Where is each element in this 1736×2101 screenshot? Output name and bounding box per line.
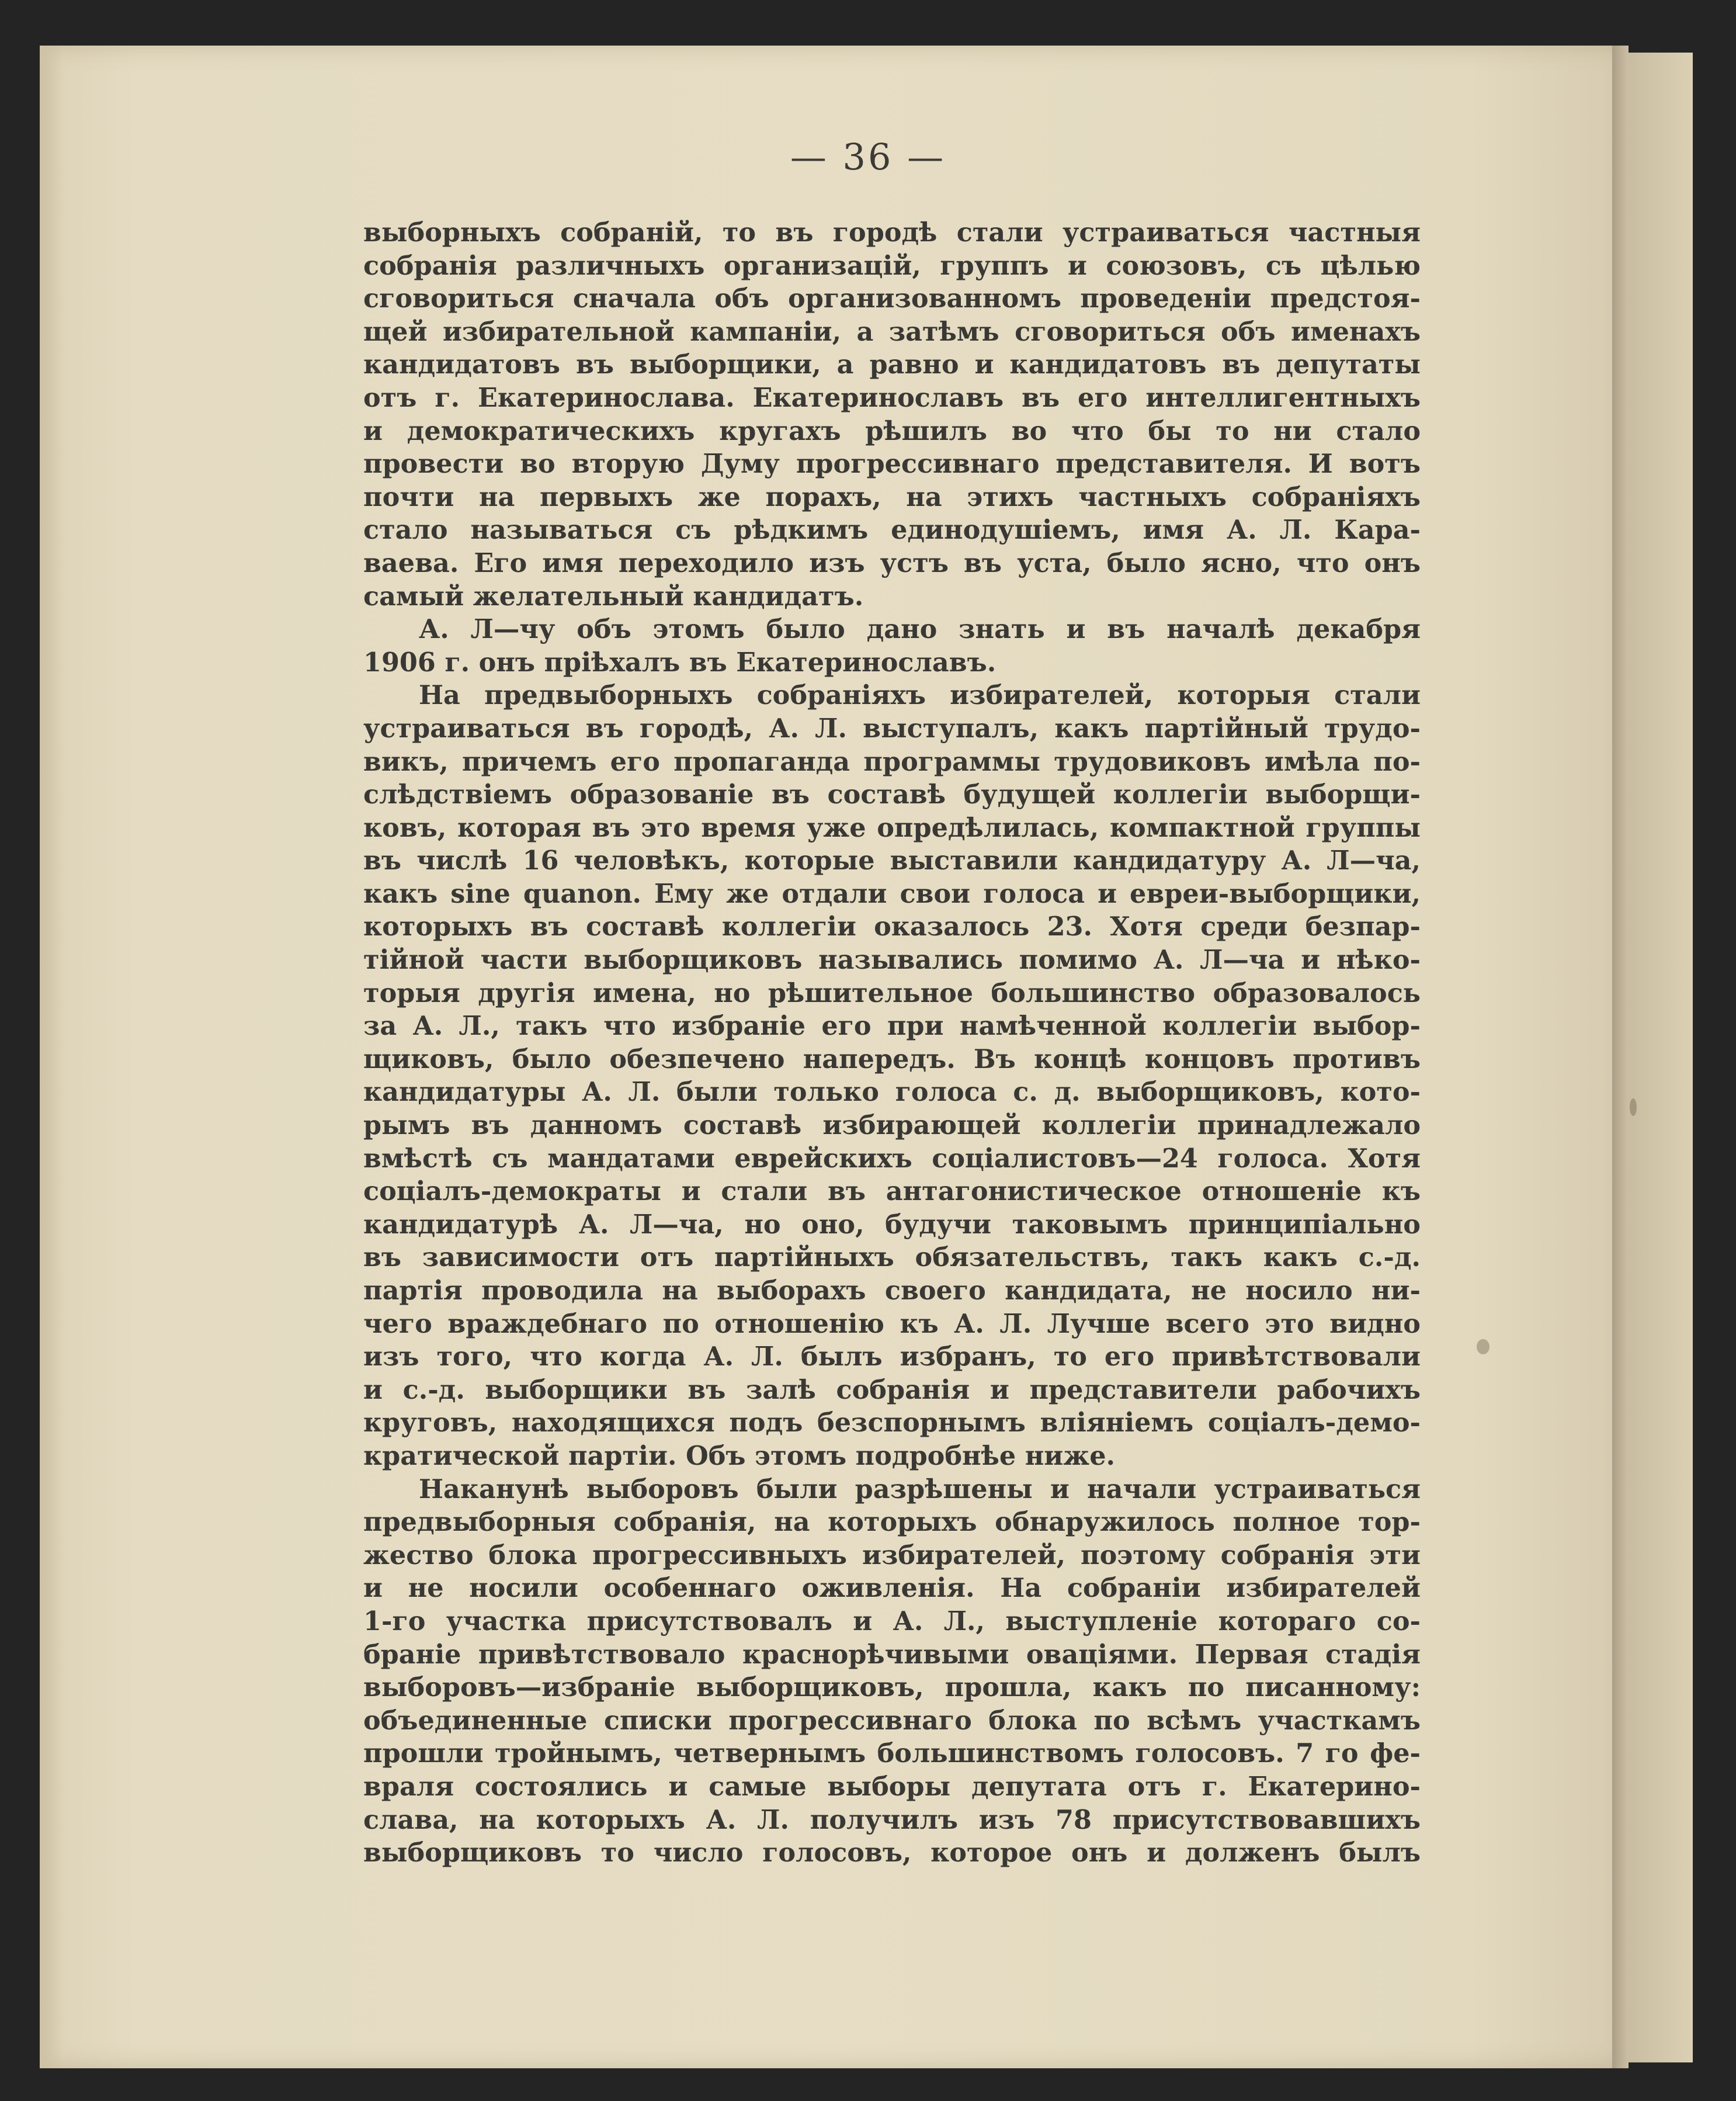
text-line: за А. Л., такъ что избраніе его при намѣченной коллегіи выбор- bbox=[363, 1011, 1421, 1042]
paper-stain bbox=[1477, 1339, 1490, 1354]
text-line: рымъ въ данномъ составѣ избирающей коллегіи принадлежало bbox=[363, 1110, 1421, 1141]
text-line: и демократическихъ кругахъ рѣшилъ во что бы то ни стало bbox=[363, 415, 1421, 446]
text-line: кандидатурѣ А. Л—ча, но оно, будучи таковымъ принципіально bbox=[363, 1209, 1421, 1240]
text-line: слѣдствіемъ образованіе въ составѣ будущей коллегіи выборщи- bbox=[363, 779, 1421, 810]
text-line: На предвыборныхъ собраніяхъ избирателей, которыя стали bbox=[419, 680, 1421, 711]
text-line: собранія различныхъ организацій, группъ и союзовъ, съ цѣлью bbox=[363, 250, 1421, 281]
text-line: провести во вторую Думу прогрессивнаго представителя. И вотъ bbox=[363, 449, 1421, 480]
text-line: кандидатовъ въ выборщики, а равно и кандидатовъ въ депутаты bbox=[363, 349, 1421, 380]
text-line: объединенные списки прогрессивнаго блока по всѣмъ участкамъ bbox=[363, 1705, 1421, 1736]
body-text bbox=[363, 216, 1421, 1870]
page-number: — 36 — bbox=[790, 136, 946, 178]
text-line: и не носили особеннаго оживленія. На собраніи избирателей bbox=[363, 1573, 1421, 1604]
text-line: предвыборныя собранія, на которыхъ обнаружилось полное тор- bbox=[363, 1507, 1421, 1538]
text-line: выборщиковъ то число голосовъ, которое онъ и долженъ былъ bbox=[363, 1837, 1421, 1868]
text-line: А. Л—чу объ этомъ было дано знать и въ началѣ декабря bbox=[419, 614, 1421, 645]
text-line: и с.-д. выборщики въ залѣ собранія и представители рабочихъ bbox=[363, 1374, 1421, 1405]
text-line: Наканунѣ выборовъ были разрѣшены и начали устраиваться bbox=[419, 1474, 1421, 1504]
text-line: слава, на которыхъ А. Л. получилъ изъ 78 присутствовавшихъ bbox=[363, 1804, 1421, 1835]
text-line: которыхъ въ составѣ коллегіи оказалось 23. Хотя среди безпар- bbox=[363, 911, 1421, 942]
text-line: сговориться сначала объ организованномъ проведеніи предстоя- bbox=[363, 283, 1421, 314]
text-line: изъ того, что когда А. Л. былъ избранъ, то его привѣтствовали bbox=[363, 1341, 1421, 1372]
text-line: круговъ, находящихся подъ безспорнымъ вліяніемъ соціалъ-демо- bbox=[363, 1407, 1421, 1438]
text-line: выборовъ—избраніе выборщиковъ, прошла, какъ по писанному: bbox=[363, 1672, 1421, 1703]
text-line: тійной части выборщиковъ назывались помимо А. Л—ча и нѣко- bbox=[363, 945, 1421, 976]
text-line: какъ sine quanon. Ему же отдали свои голоса и евреи-выборщики, bbox=[363, 878, 1421, 909]
text-line: въ зависимости отъ партійныхъ обязательствъ, такъ какъ с.-д. bbox=[363, 1242, 1421, 1273]
text-line: ваева. Его имя переходило изъ устъ въ уста, было ясно, что онъ bbox=[363, 547, 1421, 578]
page-edge-shadow bbox=[40, 46, 63, 2068]
text-line: враля состоялись и самые выборы депутата отъ г. Екатерино- bbox=[363, 1771, 1421, 1802]
book-gutter bbox=[1612, 46, 1629, 2068]
text-line: вмѣстѣ съ мандатами еврейскихъ соціалистовъ—24 голоса. Хотя bbox=[363, 1143, 1421, 1174]
text-line: отъ г. Екатеринослава. Екатеринославъ въ его интеллигентныхъ bbox=[363, 382, 1421, 413]
text-line: партія проводила на выборахъ своего кандидата, не носило ни- bbox=[363, 1275, 1421, 1306]
adjacent-page-edge bbox=[1629, 53, 1693, 2062]
text-line: чего враждебнаго по отношенію къ А. Л. Лучше всего это видно bbox=[363, 1308, 1421, 1339]
text-line: щиковъ, было обезпечено напередъ. Въ концѣ концовъ противъ bbox=[363, 1043, 1421, 1074]
text-line: прошли тройнымъ, четвернымъ большинствомъ голосовъ. 7 го фе- bbox=[363, 1738, 1421, 1769]
text-line: жество блока прогрессивныхъ избирателей, поэтому собранія эти bbox=[363, 1540, 1421, 1570]
text-line: въ числѣ 16 человѣкъ, которые выставили кандидатуру А. Л—ча, bbox=[363, 845, 1421, 876]
text-line: почти на первыхъ же порахъ, на этихъ частныхъ собраніяхъ bbox=[363, 481, 1421, 512]
text-line: браніе привѣтствовало краснорѣчивыми оваціями. Первая стадія bbox=[363, 1639, 1421, 1670]
text-line: стало называться съ рѣдкимъ единодушіемъ, имя А. Л. Кара- bbox=[363, 515, 1421, 546]
text-line: викъ, причемъ его пропаганда программы трудовиковъ имѣла по- bbox=[363, 746, 1421, 777]
text-line: соціалъ-демократы и стали въ антагонистическое отношеніе къ bbox=[363, 1176, 1421, 1207]
paper-stain bbox=[1630, 1098, 1637, 1116]
text-line: кратической партіи. Объ этомъ подробнѣе ниже. bbox=[363, 1440, 1116, 1471]
text-line: щей избирательной кампаніи, а затѣмъ сговориться объ именахъ bbox=[363, 316, 1421, 347]
text-line: 1906 г. онъ пріѣхалъ въ Екатеринославъ. bbox=[363, 647, 997, 678]
text-line: ковъ, которая въ это время уже опредѣлилась, компактной группы bbox=[363, 812, 1421, 843]
text-line: торыя другія имена, но рѣшительное большинство образовалось bbox=[363, 977, 1421, 1008]
text-line: устраиваться въ городѣ, А. Л. выступалъ, какъ партійный трудо- bbox=[363, 713, 1421, 744]
text-line: кандидатуры А. Л. были только голоса с. д. выборщиковъ, кото- bbox=[363, 1077, 1421, 1108]
text-line: 1-го участка присутствовалъ и А. Л., выступленіе котораго со- bbox=[363, 1606, 1421, 1637]
text-line: выборныхъ собраній, то въ городѣ стали устраиваться частныя bbox=[363, 217, 1421, 248]
text-line: самый желательный кандидатъ. bbox=[363, 581, 864, 612]
